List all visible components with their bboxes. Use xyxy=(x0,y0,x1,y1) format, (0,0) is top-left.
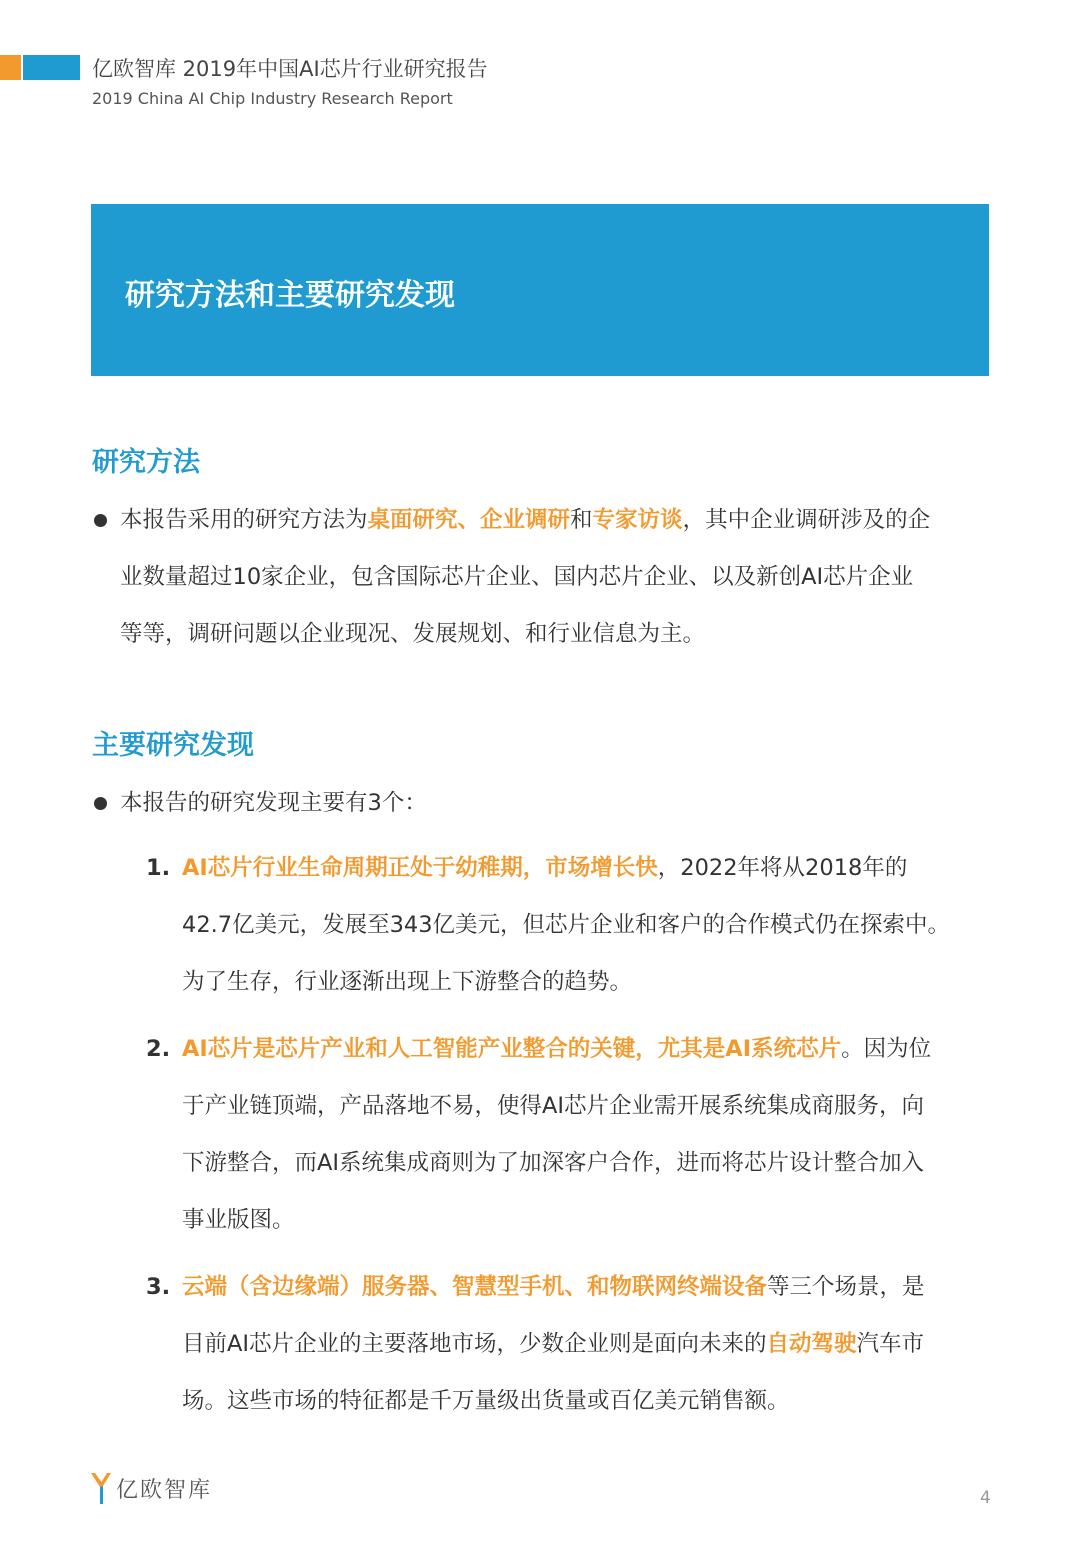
finding-3-line-2: 目前AI芯片企业的主要落地市场，少数企业则是面向未来的自动驾驶汽车市 xyxy=(182,1331,925,1357)
highlight-text: 云端（含边缘端）服务器、智慧型手机、和物联网终端设备 xyxy=(182,1274,768,1300)
finding-2-line-2: 于产业链顶端，产品落地不易，使得AI芯片企业需开展系统集成商服务，向 xyxy=(182,1093,925,1119)
methods-heading: 研究方法 xyxy=(92,447,200,478)
finding-number: 1. xyxy=(146,855,171,881)
highlight-text: 桌面研究、企业调研 xyxy=(367,507,571,533)
report-title: 亿欧智库 2019年中国AI芯片行业研究报告 xyxy=(92,57,488,81)
finding-1-line-2: 42.7亿美元，发展至343亿美元，但芯片企业和客户的合作模式仍在探索中。 xyxy=(182,912,951,938)
finding-1-line-3: 为了生存，行业逐渐出现上下游整合的趋势。 xyxy=(182,969,633,995)
bullet-icon xyxy=(94,797,107,810)
methods-line-2: 业数量超过10家企业，包含国际芯片企业、国内芯片企业、以及新创AI芯片企业 xyxy=(120,564,914,590)
finding-2-line-1: AI芯片是芯片产业和人工智能产业整合的关键，尤其是AI系统芯片。因为位 xyxy=(182,1036,932,1062)
finding-3-line-1: 云端（含边缘端）服务器、智慧型手机、和物联网终端设备等三个场景，是 xyxy=(182,1274,925,1300)
findings-intro: 本报告的研究发现主要有3个： xyxy=(120,790,427,816)
header-orange-bar xyxy=(0,55,21,80)
highlight-text: AI芯片行业生命周期正处于幼稚期，市场增长快 xyxy=(182,855,658,881)
highlight-text: 专家访谈 xyxy=(592,507,683,533)
finding-number: 2. xyxy=(146,1036,171,1062)
finding-1-line-1: AI芯片行业生命周期正处于幼稚期，市场增长快，2022年将从2018年的 xyxy=(182,855,908,881)
bullet-icon xyxy=(94,514,107,527)
methods-line-1: 本报告采用的研究方法为桌面研究、企业调研和专家访谈，其中企业调研涉及的企 xyxy=(120,507,931,533)
finding-2-line-3: 下游整合，而AI系统集成商则为了加深客户合作，进而将芯片设计整合加入 xyxy=(182,1150,925,1176)
report-subtitle: 2019 China AI Chip Industry Research Report xyxy=(92,89,453,108)
finding-3-line-3: 场。这些市场的特征都是千万量级出货量或百亿美元销售额。 xyxy=(182,1388,790,1414)
logo-text: 亿欧智库 xyxy=(116,1477,213,1503)
highlight-text: 自动驾驶 xyxy=(766,1331,857,1357)
methods-line-3: 等等，调研问题以企业现况、发展规划、和行业信息为主。 xyxy=(120,621,706,647)
footer-logo xyxy=(90,1470,212,1506)
section-banner xyxy=(91,204,989,376)
findings-heading: 主要研究发现 xyxy=(92,730,254,761)
finding-2-line-4: 事业版图。 xyxy=(182,1207,295,1233)
highlight-text: AI芯片是芯片产业和人工智能产业整合的关键，尤其是AI系统芯片 xyxy=(182,1036,842,1062)
banner-title: 研究方法和主要研究发现 xyxy=(125,278,455,313)
logo-y-icon xyxy=(90,1471,112,1505)
page-number: 4 xyxy=(980,1488,991,1508)
finding-number: 3. xyxy=(146,1274,171,1300)
header-blue-bar xyxy=(23,55,80,80)
